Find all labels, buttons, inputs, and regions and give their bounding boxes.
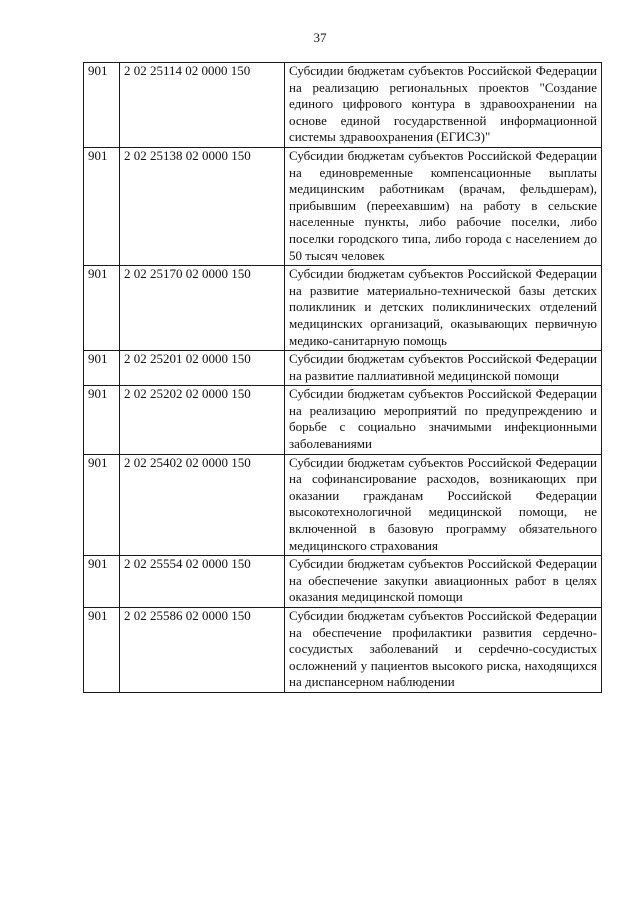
admin-code-cell: 901 — [84, 351, 120, 386]
budget-code-cell: 2 02 25170 02 0000 150 — [120, 266, 285, 351]
admin-code-cell: 901 — [84, 147, 120, 265]
income-name-cell: Субсидии бюджетам субъектов Российской Федерации на реализацию региональных проектов "Создание единого цифрового контура в здравоохранении на основе единой государственной информационной системы здравоохранения (ЕГИСЗ)" — [285, 63, 602, 148]
admin-code-cell: 901 — [84, 454, 120, 556]
income-name-cell: Субсидии бюджетам субъектов Российской Федерации на софинансирование расходов, возникающих при оказании гражданам Российской Федерации высокотехнологичной медицинской помощи, не включенной в базовую программу обязательного медицинского страхования — [285, 454, 602, 556]
table-row — [84, 147, 602, 265]
admin-code-cell: 901 — [84, 386, 120, 454]
table-row — [84, 608, 602, 693]
table-row — [84, 351, 602, 386]
table-row — [84, 63, 602, 148]
budget-codes-table-body — [84, 63, 602, 693]
budget-code-cell: 2 02 25138 02 0000 150 — [120, 147, 285, 265]
table-row — [84, 556, 602, 608]
admin-code-cell: 901 — [84, 608, 120, 693]
budget-code-cell: 2 02 25114 02 0000 150 — [120, 63, 285, 148]
admin-code-cell: 901 — [84, 63, 120, 148]
table-row — [84, 266, 602, 351]
budget-code-cell: 2 02 25201 02 0000 150 — [120, 351, 285, 386]
budget-code-cell: 2 02 25202 02 0000 150 — [120, 386, 285, 454]
budget-code-cell: 2 02 25554 02 0000 150 — [120, 556, 285, 608]
budget-codes-table — [83, 62, 602, 693]
page-number: 37 — [313, 30, 327, 45]
income-name-cell: Субсидии бюджетам субъектов Российской Федерации на обеспечение закупки авиационных работ в целях оказания медицинской помощи — [285, 556, 602, 608]
table-row — [84, 454, 602, 556]
income-name-cell: Субсидии бюджетам субъектов Российской Федерации на единовременные компенсационные выплаты медицинским работникам (врачам, фельдшерам), прибывшим (переехавшим) на работу в сельские населенные пункты, либо рабочие поселки, либо поселки городского типа, либо города с населением до 50 тысяч человек — [285, 147, 602, 265]
budget-code-cell: 2 02 25586 02 0000 150 — [120, 608, 285, 693]
admin-code-cell: 901 — [84, 556, 120, 608]
income-name-cell: Субсидии бюджетам субъектов Российской Федерации на развитие материально-технической базы детских поликлиник и детских поликлинических отделений медицинских организаций, оказывающих первичную медико-санитарную помощь — [285, 266, 602, 351]
admin-code-cell: 901 — [84, 266, 120, 351]
budget-code-cell: 2 02 25402 02 0000 150 — [120, 454, 285, 556]
income-name-cell: Субсидии бюджетам субъектов Российской Федерации на обеспечение профилактики развития сердечно-сосудистых заболеваний и серdечно-сосудистых осложнений у пациентов высокого риска, находящихся на диспансерном наблюдении — [285, 608, 602, 693]
table-row — [84, 386, 602, 454]
income-name-cell: Субсидии бюджетам субъектов Российской Федерации на развитие паллиативной медицинской помощи — [285, 351, 602, 386]
income-name-cell: Субсидии бюджетам субъектов Российской Федерации на реализацию мероприятий по предупреждению и борьбе с социально значимыми инфекционными заболеваниями — [285, 386, 602, 454]
